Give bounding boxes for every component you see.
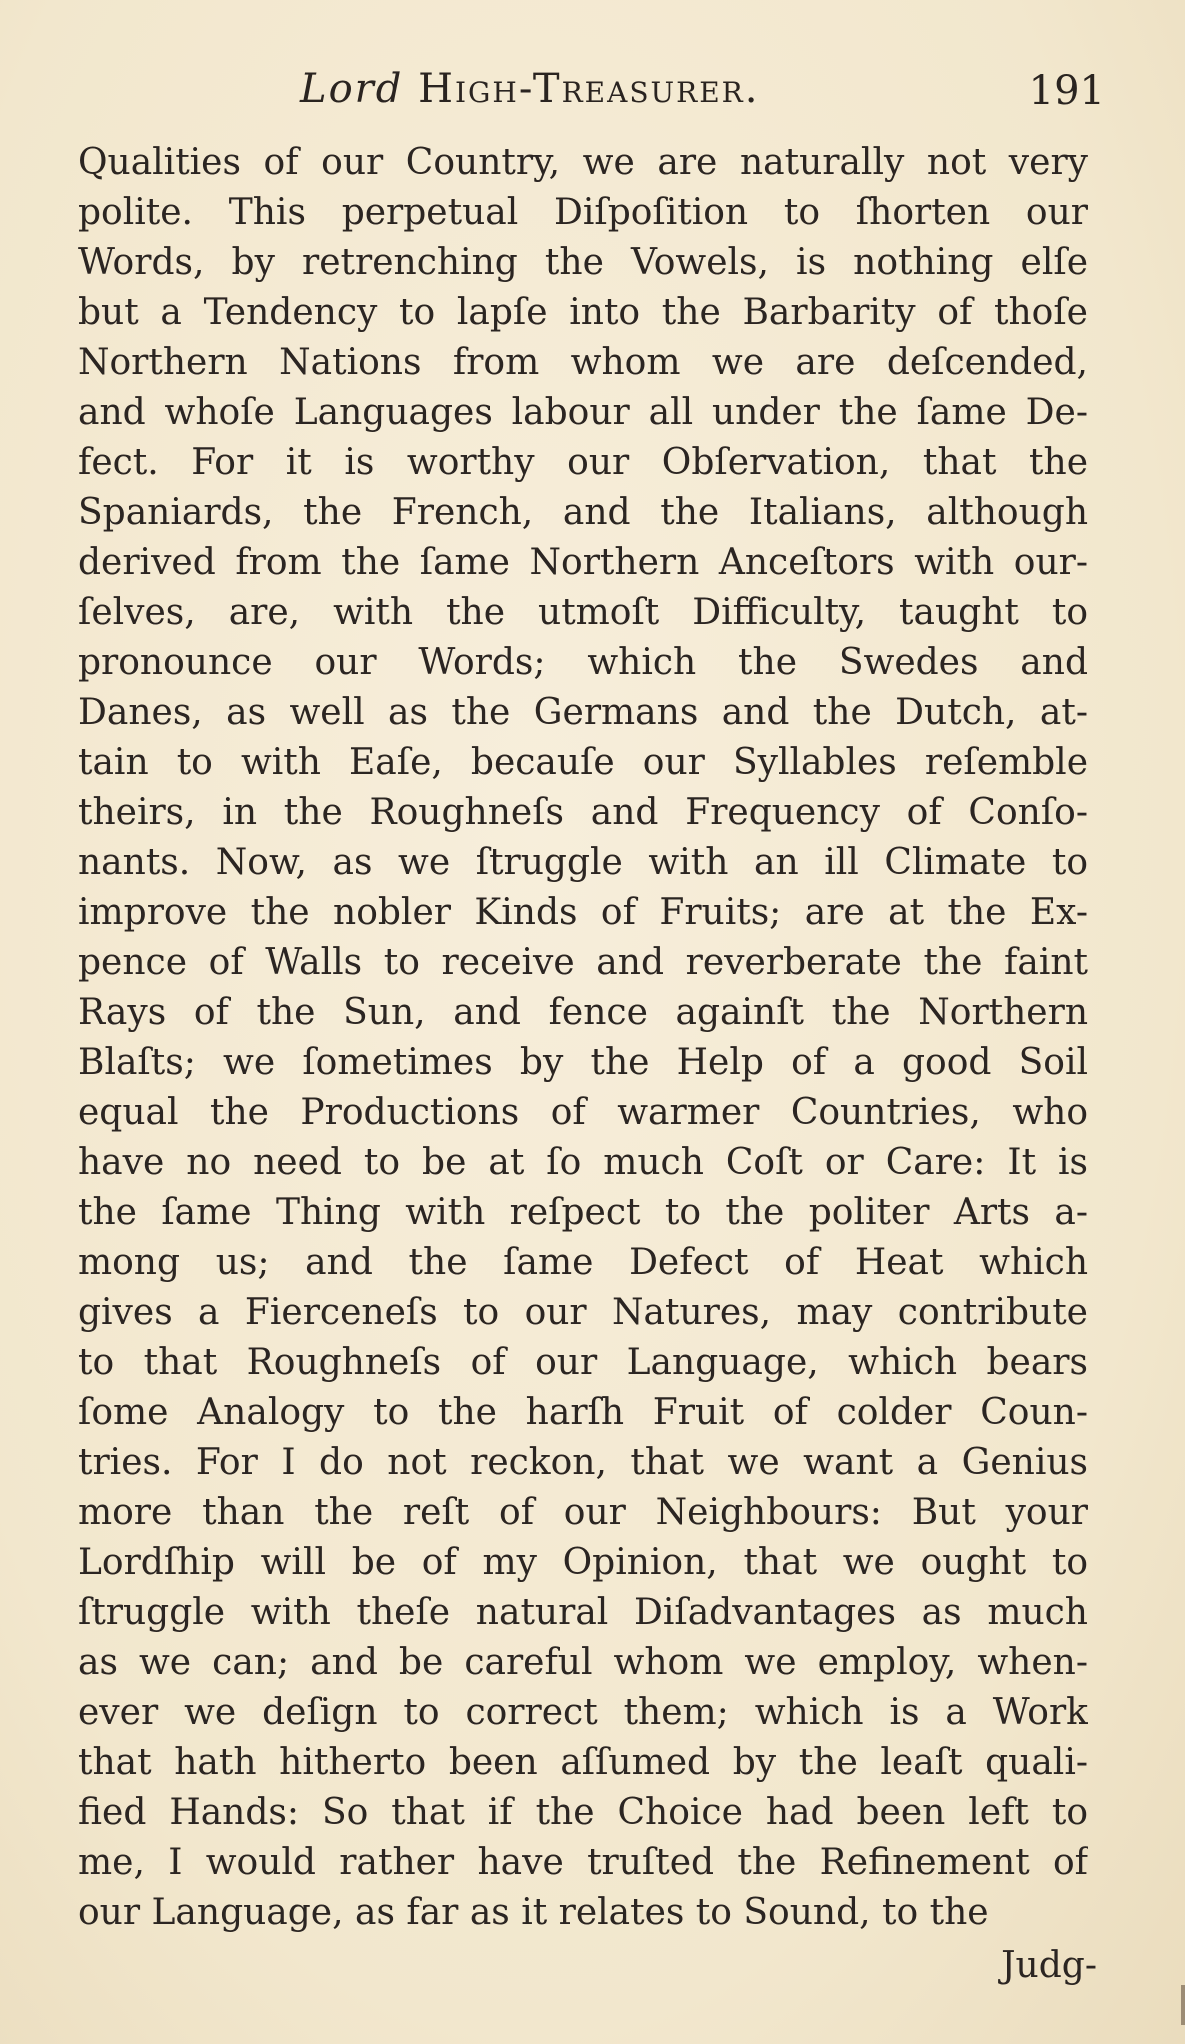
text-line: derived from the ſame Northern Anceſtors with our- [78,542,1088,583]
text-line: nants. Now, as we ſtruggle with an ill Climate to [78,842,1088,883]
text-line: improve the nobler Kinds of Fruits; are at the Ex- [78,892,1088,933]
text-line: pronounce our Words; which the Swedes and [78,642,1088,683]
text-line: ſtruggle with theſe natural Diſadvantages as much [78,1592,1088,1633]
text-line: mong us; and the ſame Defect of Heat which [78,1242,1088,1283]
running-head-title: High-Treasurer. [418,66,760,112]
text-line: Lordſhip will be of my Opinion, that we ought to [78,1542,1088,1583]
text-line: as we can; and be careful whom we employ, when- [78,1642,1088,1683]
text-line: ever we deſign to correct them; which is a Work [78,1692,1088,1733]
text-line: polite. This perpetual Diſpoſition to ſhorten our [78,192,1088,233]
page-number: 191 [1028,68,1105,114]
text-line: tain to with Eaſe, becauſe our Syllables reſemble [78,742,1088,783]
text-line: Blaſts; we ſometimes by the Help of a good Soil [78,1042,1088,1083]
text-line: but a Tendency to lapſe into the Barbarity of thoſe [78,292,1088,333]
text-line: fect. For it is worthy our Obſervation, that the [78,442,1088,483]
text-line: equal the Productions of warmer Countries, who [78,1092,1088,1133]
text-line: to that Roughneſs of our Language, which bears [78,1342,1088,1383]
text-line: ſome Analogy to the harſh Fruit of colder Coun- [78,1392,1088,1433]
text-line: pence of Walls to receive and reverberate the faint [78,942,1088,983]
text-line: Spaniards, the French, and the Italians, although [78,492,1088,533]
text-line: that hath hitherto been aſſumed by the leaſt quali- [78,1742,1088,1783]
catchword: Judg- [1001,1945,1097,1986]
running-head [300,66,759,112]
text-line: fied Hands: So that if the Choice had been left to [78,1792,1088,1833]
text-line: me, I would rather have truſted the Refinement of [78,1842,1088,1883]
text-line: and whoſe Languages labour all under the ſame De- [78,392,1088,433]
text-line: the ſame Thing with reſpect to the politer Arts a- [78,1192,1088,1233]
text-line: more than the reſt of our Neighbours: But your [78,1492,1088,1533]
text-line: gives a Fierceneſs to our Natures, may contribute [78,1292,1088,1333]
text-line: Words, by retrenching the Vowels, is nothing elſe [78,242,1088,283]
text-line: Danes, as well as the Germans and the Dutch, at- [78,692,1088,733]
text-line: have no need to be at ſo much Coſt or Care: It is [78,1142,1088,1183]
text-line: Rays of the Sun, and fence againſt the Northern [78,992,1088,1033]
running-head-lord: Lord [300,66,404,112]
text-line: our Language, as far as it relates to Sound, to the [78,1892,989,1933]
text-line: ſelves, are, with the utmoſt Difficulty, taught to [78,592,1088,633]
text-line: Northern Nations from whom we are deſcended, [78,342,1088,383]
page-edge-mark [1181,1985,1185,2025]
page-header [0,58,1185,118]
text-line: tries. For I do not reckon, that we want a Genius [78,1442,1088,1483]
text-line: Qualities of our Country, we are naturally not very [78,142,1088,183]
text-line: theirs, in the Roughneſs and Frequency of Conſo- [78,792,1088,833]
body-text [78,138,1088,1938]
